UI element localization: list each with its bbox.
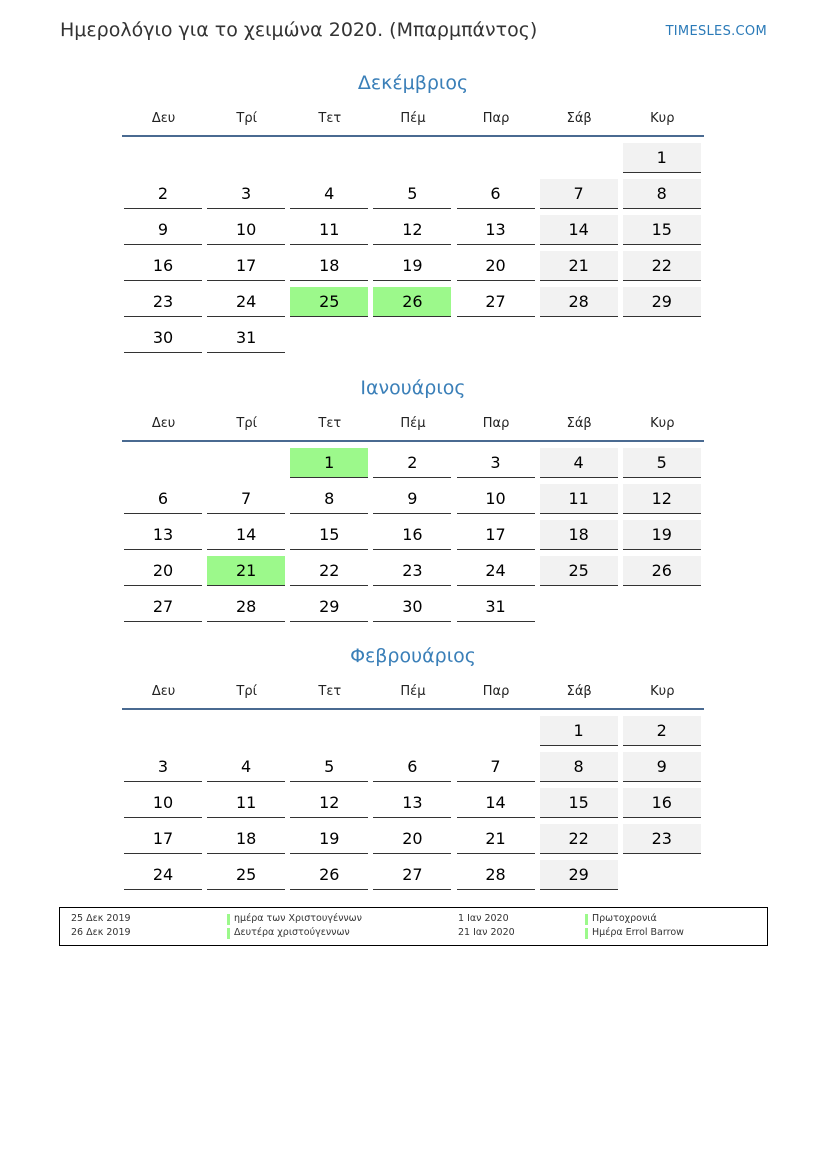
day-cell: 24 xyxy=(124,860,202,890)
weekday-label: Τετ xyxy=(318,111,342,126)
day-cell: 21 xyxy=(207,556,285,586)
month-name: Φεβρουάριος xyxy=(350,645,476,667)
day-cell: 10 xyxy=(457,484,535,514)
day-cell: 17 xyxy=(207,251,285,281)
day-grid xyxy=(122,716,704,890)
day-cell: 8 xyxy=(623,179,701,209)
holiday-legend xyxy=(59,907,768,946)
weekday-label: Κυρ xyxy=(650,684,675,699)
empty-cell xyxy=(207,143,285,173)
legend-holiday-name: Δευτέρα χριστούγεννων xyxy=(234,927,350,938)
legend-marker xyxy=(227,928,230,939)
weekday-header xyxy=(122,684,704,710)
day-cell: 22 xyxy=(290,556,368,586)
day-cell: 18 xyxy=(207,824,285,854)
empty-cell xyxy=(207,716,285,746)
day-cell: 25 xyxy=(207,860,285,890)
legend-holiday-name: Ημέρα Errol Barrow xyxy=(592,927,684,938)
empty-cell xyxy=(290,143,368,173)
legend-date: 25 Δεκ 2019 xyxy=(71,913,131,924)
day-cell: 28 xyxy=(457,860,535,890)
weekday-label: Δευ xyxy=(151,416,176,431)
day-cell: 3 xyxy=(124,752,202,782)
day-cell: 2 xyxy=(373,448,451,478)
day-cell: 24 xyxy=(457,556,535,586)
weekday-header xyxy=(122,111,704,137)
weekday-label: Τρί xyxy=(236,111,257,126)
day-grid xyxy=(122,448,704,622)
day-cell: 8 xyxy=(540,752,618,782)
day-cell: 24 xyxy=(207,287,285,317)
day-cell: 12 xyxy=(373,215,451,245)
weekday-label: Σάβ xyxy=(566,684,592,699)
day-cell: 14 xyxy=(540,215,618,245)
day-cell: 25 xyxy=(540,556,618,586)
day-cell: 6 xyxy=(457,179,535,209)
day-cell: 8 xyxy=(290,484,368,514)
legend-holiday-name: Πρωτοχρονιά xyxy=(592,913,657,924)
day-cell: 16 xyxy=(124,251,202,281)
day-cell: 20 xyxy=(373,824,451,854)
legend-date: 26 Δεκ 2019 xyxy=(71,927,131,938)
day-cell: 16 xyxy=(623,788,701,818)
day-cell: 5 xyxy=(373,179,451,209)
legend-date: 21 Ιαν 2020 xyxy=(458,927,515,938)
day-cell: 23 xyxy=(124,287,202,317)
day-cell: 13 xyxy=(457,215,535,245)
day-cell: 4 xyxy=(540,448,618,478)
day-cell: 31 xyxy=(457,592,535,622)
weekday-label: Παρ xyxy=(482,111,510,126)
page-title: Ημερολόγιο για το χειμώνα 2020. (Μπαρμπάντος) xyxy=(60,19,538,41)
weekday-label: Τρί xyxy=(236,416,257,431)
day-cell: 20 xyxy=(124,556,202,586)
day-cell: 26 xyxy=(373,287,451,317)
legend-marker xyxy=(585,914,588,925)
day-cell: 19 xyxy=(290,824,368,854)
day-cell: 30 xyxy=(373,592,451,622)
empty-cell xyxy=(373,143,451,173)
weekday-label: Δευ xyxy=(151,684,176,699)
day-cell: 28 xyxy=(207,592,285,622)
empty-cell xyxy=(457,716,535,746)
day-cell: 29 xyxy=(623,287,701,317)
day-cell: 17 xyxy=(124,824,202,854)
weekday-label: Σάβ xyxy=(566,416,592,431)
day-cell: 14 xyxy=(457,788,535,818)
day-cell: 1 xyxy=(540,716,618,746)
day-cell: 11 xyxy=(207,788,285,818)
day-cell: 1 xyxy=(623,143,701,173)
brand-link[interactable]: TIMESLES.COM xyxy=(665,24,767,39)
day-cell: 18 xyxy=(290,251,368,281)
weekday-label: Δευ xyxy=(151,111,176,126)
empty-cell xyxy=(124,448,202,478)
day-cell: 9 xyxy=(373,484,451,514)
day-cell: 29 xyxy=(540,860,618,890)
weekday-label: Πέμ xyxy=(400,416,426,431)
day-cell: 4 xyxy=(207,752,285,782)
day-cell: 10 xyxy=(207,215,285,245)
day-cell: 15 xyxy=(290,520,368,550)
weekday-label: Κυρ xyxy=(650,416,675,431)
day-cell: 12 xyxy=(290,788,368,818)
day-cell: 19 xyxy=(623,520,701,550)
day-cell: 23 xyxy=(623,824,701,854)
legend-holiday-name: ημέρα των Χριστουγέννων xyxy=(234,913,362,924)
day-cell: 23 xyxy=(373,556,451,586)
day-cell: 25 xyxy=(290,287,368,317)
day-cell: 19 xyxy=(373,251,451,281)
day-cell: 30 xyxy=(124,323,202,353)
day-cell: 7 xyxy=(457,752,535,782)
day-cell: 6 xyxy=(124,484,202,514)
weekday-label: Πέμ xyxy=(400,684,426,699)
day-cell: 2 xyxy=(124,179,202,209)
weekday-label: Παρ xyxy=(482,416,510,431)
day-cell: 3 xyxy=(207,179,285,209)
day-cell: 27 xyxy=(124,592,202,622)
day-cell: 29 xyxy=(290,592,368,622)
day-cell: 10 xyxy=(124,788,202,818)
day-cell: 2 xyxy=(623,716,701,746)
day-cell: 28 xyxy=(540,287,618,317)
weekday-label: Τετ xyxy=(318,684,342,699)
day-cell: 5 xyxy=(290,752,368,782)
day-cell: 31 xyxy=(207,323,285,353)
weekday-label: Πέμ xyxy=(400,111,426,126)
day-cell: 11 xyxy=(540,484,618,514)
day-cell: 13 xyxy=(373,788,451,818)
empty-cell xyxy=(124,143,202,173)
day-cell: 14 xyxy=(207,520,285,550)
month-january xyxy=(122,373,704,622)
day-cell: 27 xyxy=(373,860,451,890)
day-cell: 3 xyxy=(457,448,535,478)
day-cell: 11 xyxy=(290,215,368,245)
day-cell: 17 xyxy=(457,520,535,550)
empty-cell xyxy=(207,448,285,478)
day-cell: 26 xyxy=(623,556,701,586)
month-name: Ιανουάριος xyxy=(360,377,466,399)
legend-marker xyxy=(585,928,588,939)
month-february xyxy=(122,641,704,890)
empty-cell xyxy=(290,716,368,746)
day-cell: 22 xyxy=(540,824,618,854)
day-cell: 4 xyxy=(290,179,368,209)
weekday-header xyxy=(122,416,704,442)
month-december xyxy=(122,68,704,353)
month-name: Δεκέμβριος xyxy=(357,72,469,94)
day-cell: 1 xyxy=(290,448,368,478)
day-cell: 22 xyxy=(623,251,701,281)
weekday-label: Παρ xyxy=(482,684,510,699)
empty-cell xyxy=(540,143,618,173)
day-cell: 21 xyxy=(457,824,535,854)
empty-cell xyxy=(124,716,202,746)
day-cell: 7 xyxy=(207,484,285,514)
day-cell: 6 xyxy=(373,752,451,782)
day-cell: 7 xyxy=(540,179,618,209)
empty-cell xyxy=(373,716,451,746)
day-cell: 9 xyxy=(124,215,202,245)
day-cell: 9 xyxy=(623,752,701,782)
day-cell: 15 xyxy=(623,215,701,245)
day-cell: 15 xyxy=(540,788,618,818)
day-cell: 20 xyxy=(457,251,535,281)
day-cell: 12 xyxy=(623,484,701,514)
empty-cell xyxy=(457,143,535,173)
day-cell: 13 xyxy=(124,520,202,550)
legend-date: 1 Ιαν 2020 xyxy=(458,913,509,924)
day-cell: 26 xyxy=(290,860,368,890)
day-cell: 16 xyxy=(373,520,451,550)
day-cell: 18 xyxy=(540,520,618,550)
weekday-label: Κυρ xyxy=(650,111,675,126)
day-cell: 27 xyxy=(457,287,535,317)
legend-marker xyxy=(227,914,230,925)
weekday-label: Τρί xyxy=(236,684,257,699)
day-grid xyxy=(122,143,704,353)
weekday-label: Τετ xyxy=(318,416,342,431)
day-cell: 21 xyxy=(540,251,618,281)
weekday-label: Σάβ xyxy=(566,111,592,126)
day-cell: 5 xyxy=(623,448,701,478)
